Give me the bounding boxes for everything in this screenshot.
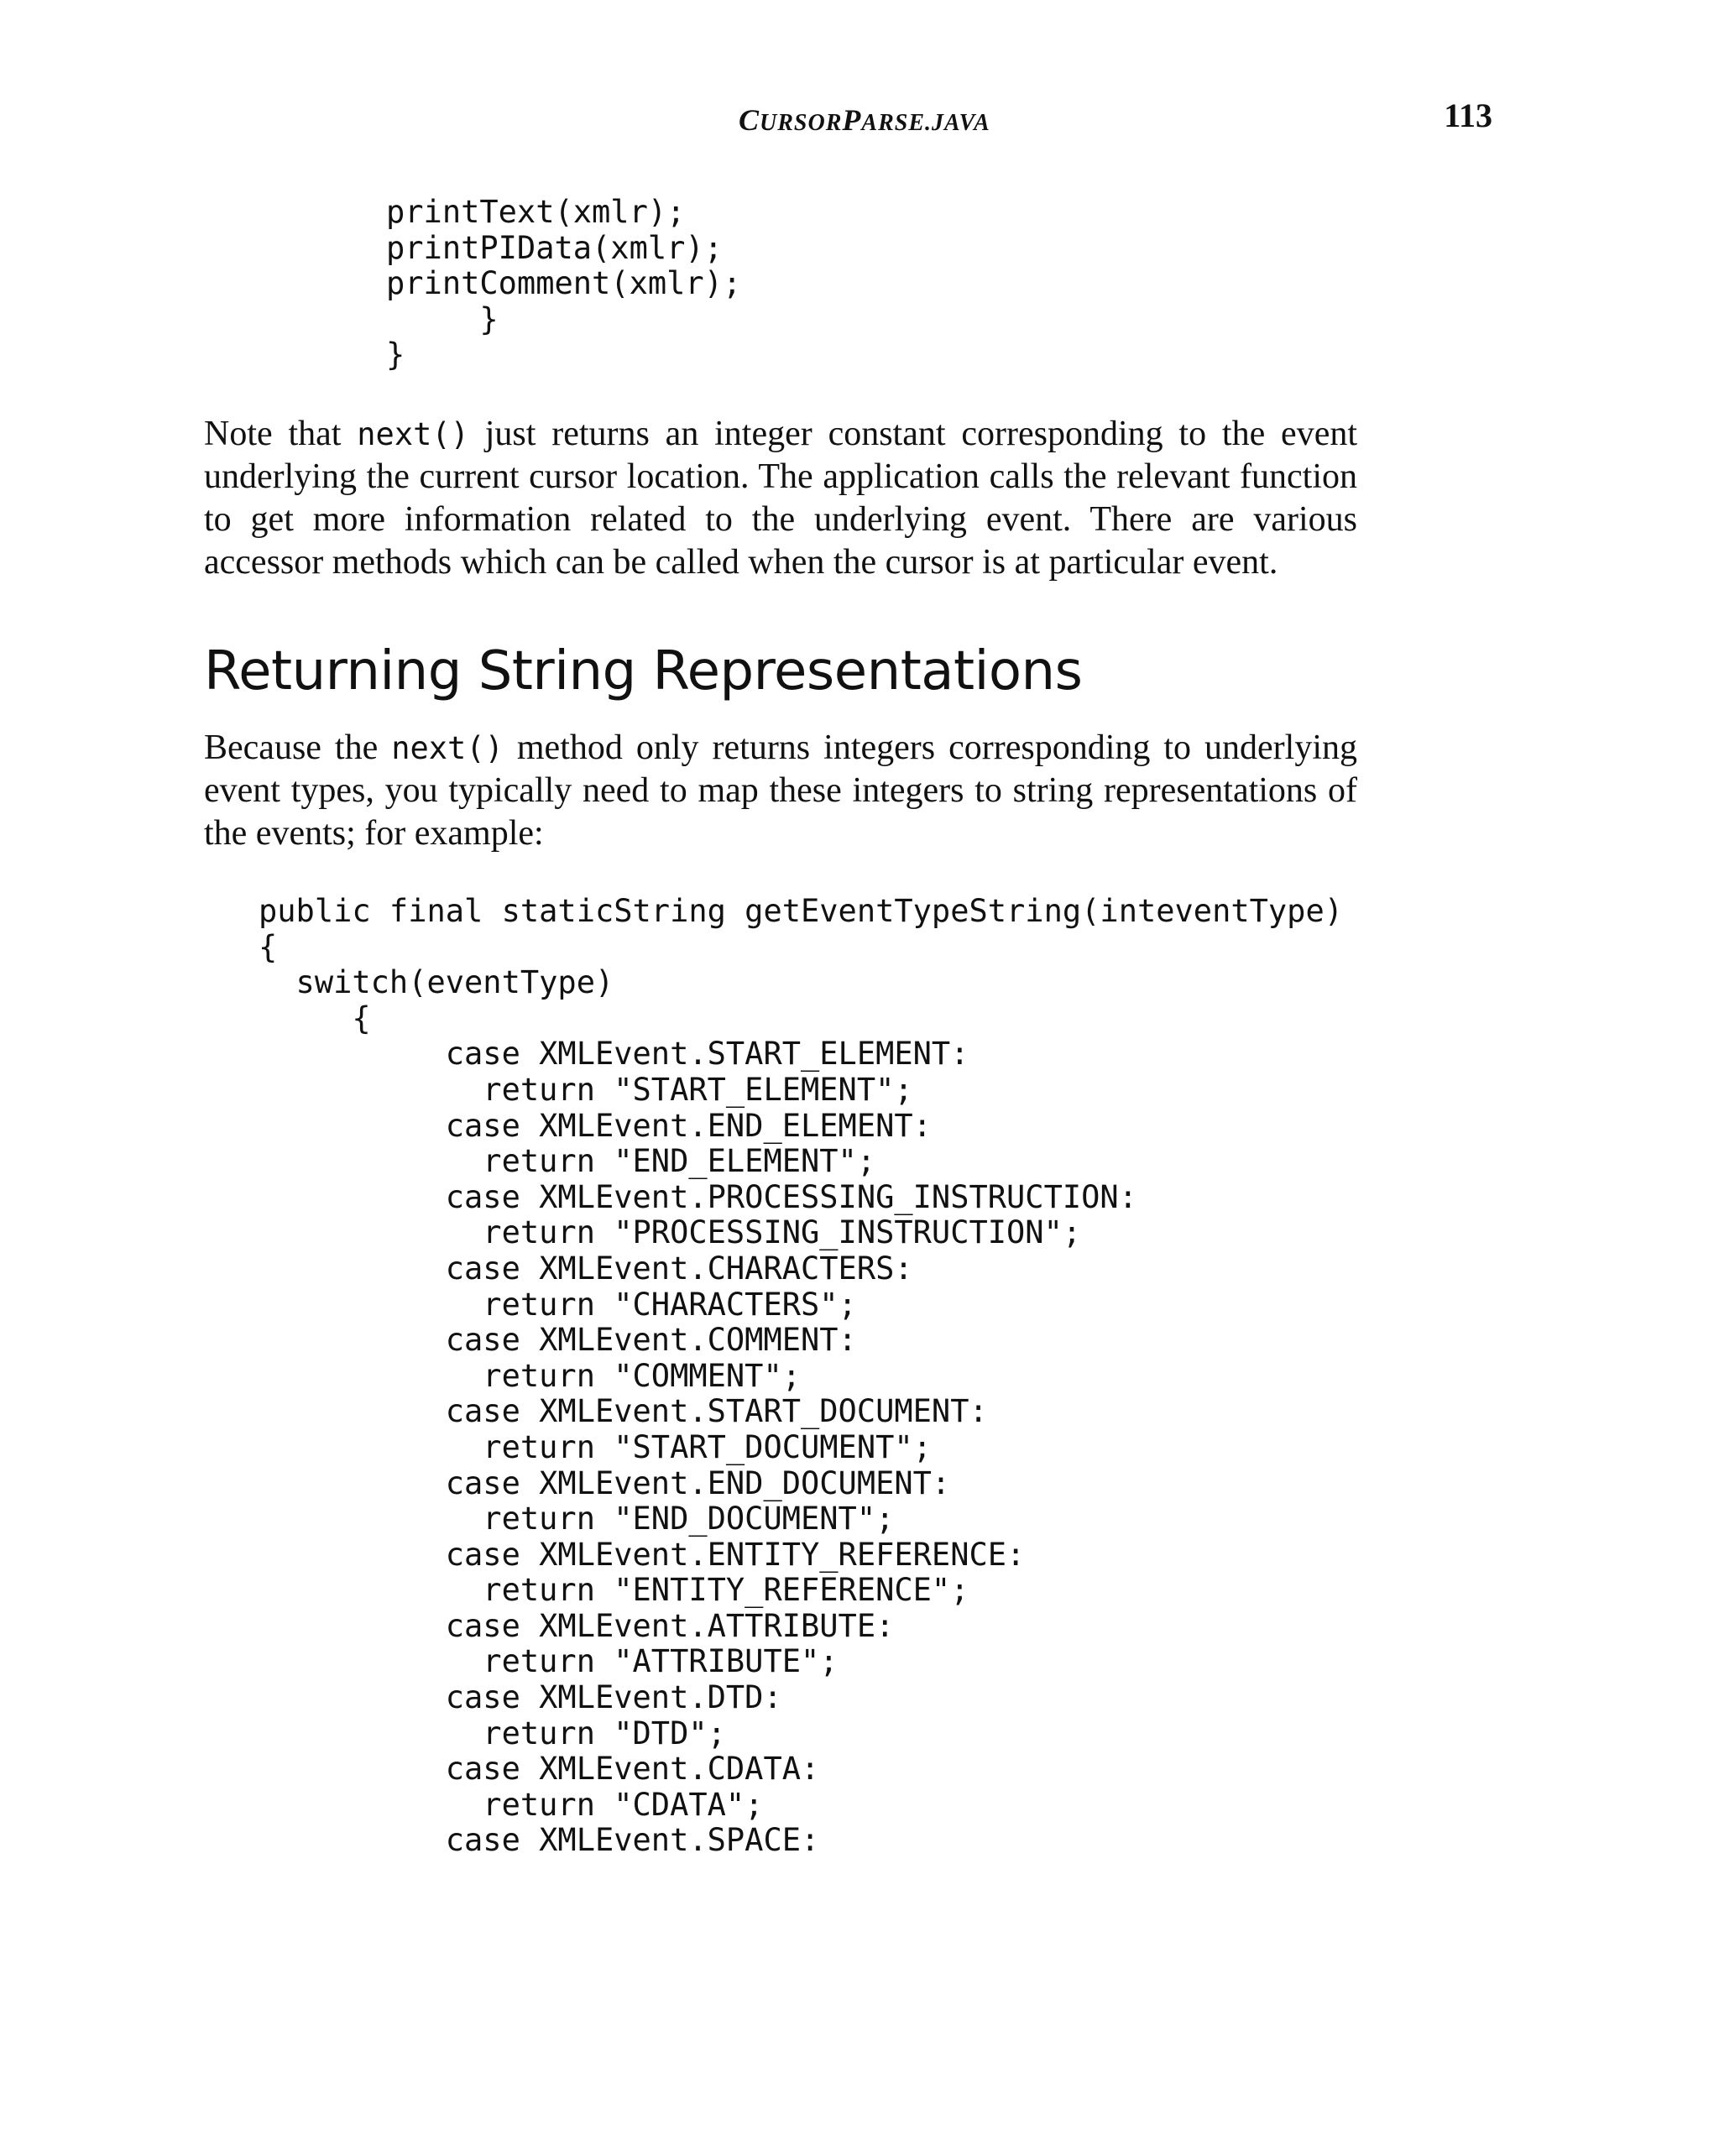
running-head-initial-p: P xyxy=(842,103,862,137)
running-head-word-arse: ARSE.JAVA xyxy=(861,110,990,136)
section-heading: Returning String Representations xyxy=(204,640,1083,702)
code-listing-top: printText(xmlr); printPIData(xmlr); printComment(xmlr); } } xyxy=(386,194,742,373)
running-head xyxy=(739,102,990,138)
paragraph-text-after-code: method only returns integers corresponding to underlying event types, you typically need to map these integers to string representations of the events; for example: xyxy=(204,728,1357,853)
inline-code-next: next() xyxy=(357,416,469,452)
inline-code-next: next() xyxy=(391,730,504,766)
body-paragraph-because xyxy=(204,727,1357,855)
running-head-initial-c: C xyxy=(739,103,760,137)
body-paragraph-note xyxy=(204,413,1357,584)
page-number: 113 xyxy=(1444,97,1492,134)
code-listing-get-event-type-string: public final staticString getEventTypeString(inteventType) { switch(eventType) { case XMLEvent.START_ELEMENT: return "START_ELEMENT"; case XMLEvent.END_ELEMENT: return "END_ELEMENT"; case XMLEvent.PROCESSING_INSTRUCTION: return "PROCESSING_INSTRUCTION"; case XMLEvent.CHARACTERS: return "CHARACTERS"; case XMLEvent.COMMENT: return "COMMENT"; case XMLEvent.START_DOCUMENT: return "START_DOCUMENT"; case XMLEvent.END_DOCUMENT: return "END_DOCUMENT"; case XMLEvent.ENTITY_REFERENCE: return "ENTITY_REFERENCE"; case XMLEvent.ATTRIBUTE: return "ATTRIBUTE"; case XMLEvent.DTD: return "DTD"; case XMLEvent.CDATA: return "CDATA"; case XMLEvent.SPACE: xyxy=(259,893,1344,1859)
paragraph-text-before-code: Note that xyxy=(204,415,358,453)
running-head-word-ursor: URSOR xyxy=(760,110,843,136)
paragraph-text-after-code: just returns an integer constant corresponding to the event underlying the current cursor location. The application calls the relevant function to get more information related to the underlying event. There are various accessor methods which can be called when the cursor is at particular event. xyxy=(204,415,1357,582)
paragraph-text-before-code: Because the xyxy=(204,728,392,767)
